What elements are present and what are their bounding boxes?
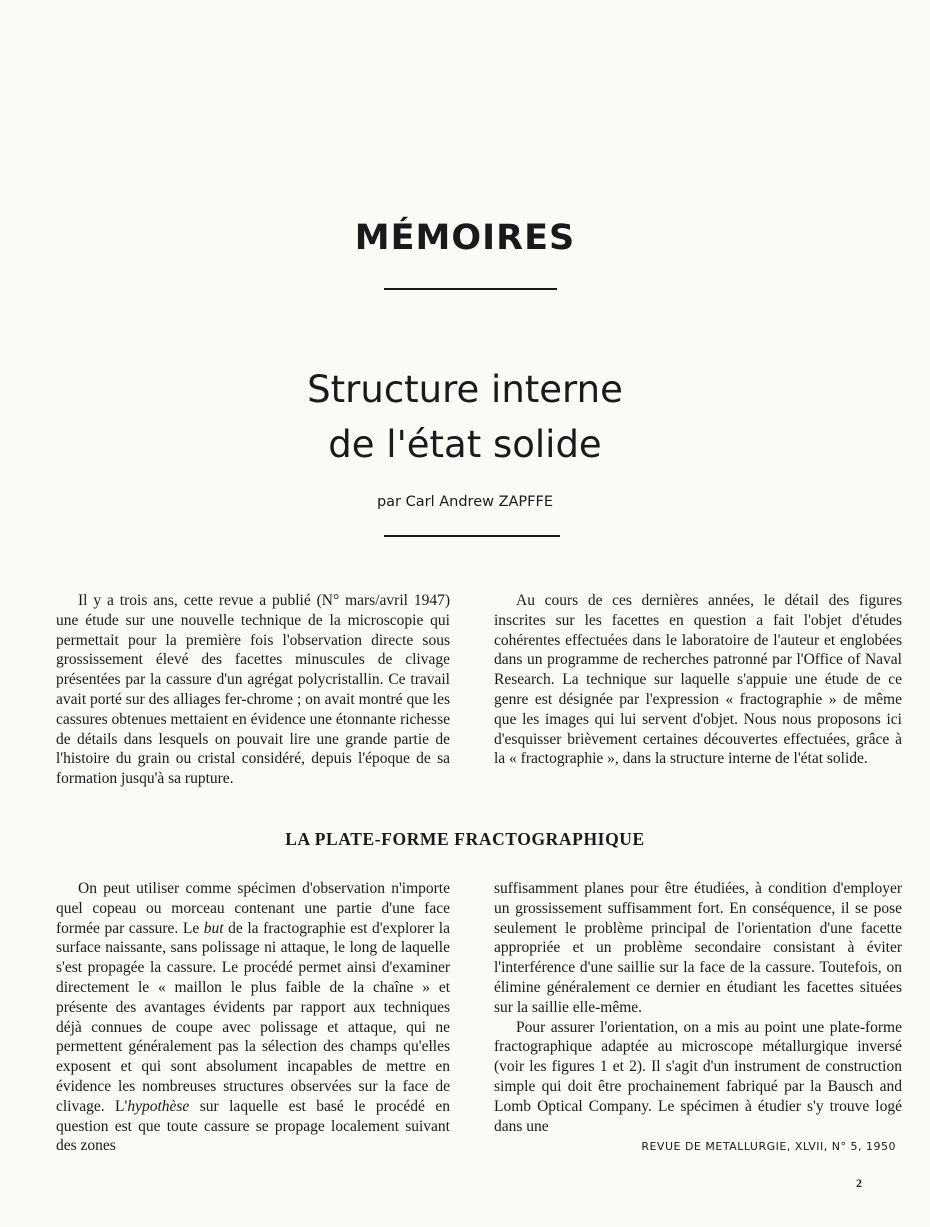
text-run: de la fractographie est d'explorer la surface naissante, sans polissage ni attaque, le long de laquelle s'est propagée la cassure. Le procédé permet ainsi d'examiner directement le « maillon le plus faible de la chaîne » et présente des avantages évidents par rapport aux techniques déjà connues de coupe avec polissage et attaque, qui ne permettent généralement pas la sélection des champs qu'elles exposent et qui sont absolument incapables de mettre en évidence les nombreuses structures observées sur la face de clivage. L' (56, 919, 450, 1115)
section-paragraph: Pour assurer l'orientation, on a mis au point une plate-forme fractographique adaptée au microscope métallurgique inversé (voir les figures 1 et 2). Il s'agit d'un instrument de construction simple qui doit être prochainement fabriqué par la Bausch and Lomb Optical Company. Le spécimen à étudier s'y trouve logé dans une (494, 1018, 902, 1135)
section-subheading: LA PLATE-FORME FRACTOGRAPHIQUE (285, 829, 645, 849)
intro-paragraph: Il y a trois ans, cette revue a publié (N° mars/avril 1947) une étude sur une nouvelle technique de la microscopie qui permettait pour la première fois l'observation directe sous grossissement élevé des facettes minuscules de clivage présentées par la cassure d'un agrégat polycristallin. Ce travail avait porté sur des alliages fer-chrome ; on avait montré que les cassures obtenues mettaient en évidence une étonnante richesse de détails dans lesquels on pouvait lire une grande partie de l'histoire du grain ou cristal considéré, depuis l'époque de sa formation jusqu'à sa rupture. (56, 592, 450, 788)
emphasis-hypothese: hypothèse (127, 1097, 190, 1115)
article-title-line-2: de l'état solide (328, 423, 602, 466)
journal-reference: REVUE DE METALLURGIE, XLVII, N° 5, 1950 (641, 1140, 896, 1153)
text-run: sur laquelle est basé le procédé en question est que toute cassure se propage localement suivant des zones (56, 1097, 450, 1155)
intro-column-left (56, 591, 450, 789)
article-title-line-1: Structure interne (307, 368, 623, 411)
emphasis-but: but (203, 919, 224, 937)
section-paragraph (56, 879, 450, 1156)
intro-column-right (494, 591, 902, 769)
title-rule-top (384, 288, 557, 290)
intro-paragraph: Au cours de ces dernières années, le détail des figures inscrites sur les facettes en question a fait l'objet d'études cohérentes effectuées dans le laboratoire de l'auteur et englobées dans un programme de recherches patronné par l'Office of Naval Research. La technique sur laquelle s'appuie une étude de ce genre est désignée par l'expression « fractographie » de même que les images qui lui servent d'objet. Nous nous proposons ici d'esquisser brièvement certaines découvertes effectuées, grâce à la « fractographie », dans la structure interne de l'état solide. (494, 592, 902, 768)
section-paragraph-continued: suffisamment planes pour être étudiées, à condition d'employer un grossissement suffisamment fort. En conséquence, il se pose seulement le problème principal de l'orientation d'une facette appropriée et un problème secondaire consistant à éviter l'interférence d'une saillie sur la face de la cassure. Toutefois, on élimine généralement ce dernier en étudiant les facettes situées sur la saillie elle-même. (494, 880, 902, 1016)
section-heading: MÉMOIRES (354, 218, 576, 258)
author-byline: par Carl Andrew ZAPFFE (376, 494, 554, 510)
article-title (0, 362, 930, 472)
section-column-right (494, 879, 902, 1136)
section-column-left (56, 879, 450, 1156)
page-number: 2 (856, 1176, 862, 1190)
title-rule-bottom (384, 535, 560, 537)
text-run: On peut utiliser comme spécimen d'observation n'importe quel copeau ou morceau contenant une partie d'une face formée par cassure. Le (56, 880, 450, 937)
